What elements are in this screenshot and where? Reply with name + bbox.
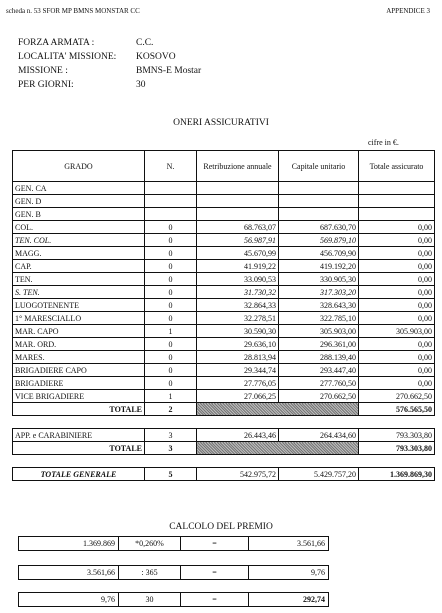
cell-grado: S. TEN. (13, 286, 145, 299)
cell-totale: 0,00 (359, 312, 435, 325)
cell-retribuzione: 30.590,30 (197, 325, 279, 338)
premio-title: CALCOLO DEL PREMIO (169, 522, 273, 532)
info-missione (18, 66, 201, 76)
premio-operator: *0,260% (119, 537, 181, 551)
cell-totale: 0,00 (359, 247, 435, 260)
cell-grado: MARES. (13, 351, 145, 364)
cell-grado: APP. e CARABINIERE (13, 429, 145, 442)
grand-total-value: 1.369.869,30 (359, 468, 435, 481)
total-value: 576.565,50 (359, 403, 435, 416)
info-label: LOCALITA' MISSIONE: (18, 52, 117, 62)
total-label: TOTALE (13, 442, 145, 455)
cell-n: 0 (145, 338, 197, 351)
table-row (13, 325, 435, 338)
table-row (13, 299, 435, 312)
cell-retribuzione: 41.919,22 (197, 260, 279, 273)
cell-capitale: 264.434,60 (279, 429, 359, 442)
cell-retribuzione: 32.864,33 (197, 299, 279, 312)
cell-capitale: 277.760,50 (279, 377, 359, 390)
table-row (13, 286, 435, 299)
cell-retribuzione: 56.987,91 (197, 234, 279, 247)
cell-capitale (279, 195, 359, 208)
cell-retribuzione: 27.776,05 (197, 377, 279, 390)
cell-retribuzione (197, 208, 279, 221)
cell-grado: COL. (13, 221, 145, 234)
info-value: BMNS-E Mostar (136, 66, 202, 76)
info-label: MISSIONE : (18, 66, 68, 76)
premio-operand: 1.369.869 (19, 537, 119, 551)
cell-n: 0 (145, 299, 197, 312)
premio-row-2 (18, 565, 329, 580)
cell-totale: 0,00 (359, 338, 435, 351)
cell-totale: 0,00 (359, 234, 435, 247)
cell-totale: 0,00 (359, 377, 435, 390)
cell-retribuzione: 45.670,99 (197, 247, 279, 260)
premio-result: 292,74 (249, 593, 329, 607)
cell-n: 3 (145, 429, 197, 442)
cell-totale: 0,00 (359, 299, 435, 312)
table-row (13, 364, 435, 377)
cell-n: 0 (145, 221, 197, 234)
info-label: FORZA ARMATA : (18, 38, 95, 48)
col-header-capitale: Capitale unitario (279, 151, 359, 182)
cell-totale (359, 195, 435, 208)
total-label: TOTALE (13, 403, 145, 416)
cell-grado: CAP. (13, 260, 145, 273)
info-localita (18, 52, 176, 62)
col-header-retribuzione: Retribuzione annuale (197, 151, 279, 182)
premio-equals: = (181, 537, 249, 551)
info-value: KOSOVO (136, 52, 176, 62)
premio-operand: 9,76 (19, 593, 119, 607)
app-carabiniere-row (13, 429, 435, 442)
total-row-2 (13, 442, 435, 455)
section-title: ONERI ASSICURATIVI (173, 118, 269, 128)
cell-capitale: 322.785,10 (279, 312, 359, 325)
premio-operator: : 365 (119, 566, 181, 580)
cell-grado: MAR. CAPO (13, 325, 145, 338)
cell-capitale: 288.139,40 (279, 351, 359, 364)
cell-totale: 0,00 (359, 351, 435, 364)
cell-capitale: 270.662,50 (279, 390, 359, 403)
cell-capitale (279, 208, 359, 221)
header-right: APPENDICE 3 (386, 7, 430, 15)
table-row (13, 195, 435, 208)
cell-grado: TEN. COL. (13, 234, 145, 247)
table-row (13, 234, 435, 247)
grand-total-row (13, 468, 435, 481)
total-n: 3 (145, 442, 197, 455)
cell-n: 0 (145, 286, 197, 299)
info-value: 30 (136, 80, 146, 90)
total-n: 2 (145, 403, 197, 416)
cell-retribuzione: 28.813,94 (197, 351, 279, 364)
cell-n: 0 (145, 377, 197, 390)
info-label: PER GIORNI: (18, 80, 74, 90)
premio-row-1 (18, 536, 329, 551)
col-header-n: N. (145, 151, 197, 182)
cell-grado: MAGG. (13, 247, 145, 260)
cell-n (145, 195, 197, 208)
cell-retribuzione: 26.443,46 (197, 429, 279, 442)
cell-n: 0 (145, 364, 197, 377)
shaded-cell (197, 403, 359, 416)
cell-grado: GEN. D (13, 195, 145, 208)
shaded-cell (197, 442, 359, 455)
premio-row-3 (18, 592, 329, 607)
currency-note: cifre in €. (368, 138, 399, 147)
grand-total-n: 5 (145, 468, 197, 481)
cell-n: 0 (145, 312, 197, 325)
cell-capitale (279, 182, 359, 195)
cell-retribuzione: 31.730,32 (197, 286, 279, 299)
total-value: 793.303,80 (359, 442, 435, 455)
info-forza-armata (18, 38, 153, 48)
table-row (13, 273, 435, 286)
table-row (13, 208, 435, 221)
table-row (13, 247, 435, 260)
cell-capitale: 328.643,30 (279, 299, 359, 312)
cell-retribuzione: 68.763,07 (197, 221, 279, 234)
cell-n: 0 (145, 351, 197, 364)
table-row (13, 221, 435, 234)
premio-operand: 3.561,66 (19, 566, 119, 580)
cell-grado: BRIGADIERE (13, 377, 145, 390)
total-row-1 (13, 403, 435, 416)
cell-totale: 793.303,80 (359, 429, 435, 442)
grand-total-label: TOTALE GENERALE (13, 468, 145, 481)
table-header-row (13, 151, 435, 182)
cell-n: 0 (145, 234, 197, 247)
table-row (13, 338, 435, 351)
table-row (13, 390, 435, 403)
cell-totale: 305.903,00 (359, 325, 435, 338)
cell-grado: 1° MARESCIALLO (13, 312, 145, 325)
cell-grado: BRIGADIERE CAPO (13, 364, 145, 377)
cell-grado: LUOGOTENENTE (13, 299, 145, 312)
insurance-table (12, 150, 435, 481)
cell-capitale: 317.303,20 (279, 286, 359, 299)
cell-totale: 0,00 (359, 273, 435, 286)
cell-grado: VICE BRIGADIERE (13, 390, 145, 403)
table-row (13, 312, 435, 325)
premio-equals: = (181, 566, 249, 580)
grand-total-retribuzione: 542.975,72 (197, 468, 279, 481)
cell-totale: 270.662,50 (359, 390, 435, 403)
col-header-totale: Totale assicurato (359, 151, 435, 182)
cell-retribuzione: 29.344,74 (197, 364, 279, 377)
cell-capitale: 305.903,00 (279, 325, 359, 338)
premio-operator: 30 (119, 593, 181, 607)
cell-grado: MAR. ORD. (13, 338, 145, 351)
cell-n: 1 (145, 390, 197, 403)
premio-result: 9,76 (249, 566, 329, 580)
info-value: C.C. (136, 38, 154, 48)
cell-grado: TEN. (13, 273, 145, 286)
cell-totale: 0,00 (359, 260, 435, 273)
grand-total-capitale: 5.429.757,20 (279, 468, 359, 481)
cell-grado: GEN. B (13, 208, 145, 221)
cell-capitale: 419.192,20 (279, 260, 359, 273)
info-giorni (18, 80, 146, 90)
cell-totale (359, 182, 435, 195)
cell-retribuzione: 29.636,10 (197, 338, 279, 351)
cell-retribuzione (197, 182, 279, 195)
premio-result: 3.561,66 (249, 537, 329, 551)
cell-capitale: 569.879,10 (279, 234, 359, 247)
cell-totale: 0,00 (359, 221, 435, 234)
cell-totale: 0,00 (359, 364, 435, 377)
cell-n: 1 (145, 325, 197, 338)
table-row (13, 351, 435, 364)
premio-equals: = (181, 593, 249, 607)
cell-n: 0 (145, 247, 197, 260)
cell-retribuzione (197, 195, 279, 208)
cell-capitale: 687.630,70 (279, 221, 359, 234)
cell-totale: 0,00 (359, 286, 435, 299)
table-row (13, 260, 435, 273)
cell-capitale: 330.905,30 (279, 273, 359, 286)
cell-capitale: 293.447,40 (279, 364, 359, 377)
cell-n: 0 (145, 273, 197, 286)
cell-capitale: 296.361,00 (279, 338, 359, 351)
cell-n: 0 (145, 260, 197, 273)
cell-retribuzione: 33.090,53 (197, 273, 279, 286)
cell-totale (359, 208, 435, 221)
cell-n (145, 182, 197, 195)
cell-retribuzione: 32.278,51 (197, 312, 279, 325)
header-left: scheda n. 53 SFOR MP BMNS MONSTAR CC (6, 7, 140, 15)
cell-capitale: 456.709,90 (279, 247, 359, 260)
table-row (13, 377, 435, 390)
col-header-grado: GRADO (13, 151, 145, 182)
table-row (13, 182, 435, 195)
cell-grado: GEN. CA (13, 182, 145, 195)
cell-n (145, 208, 197, 221)
cell-retribuzione: 27.066,25 (197, 390, 279, 403)
